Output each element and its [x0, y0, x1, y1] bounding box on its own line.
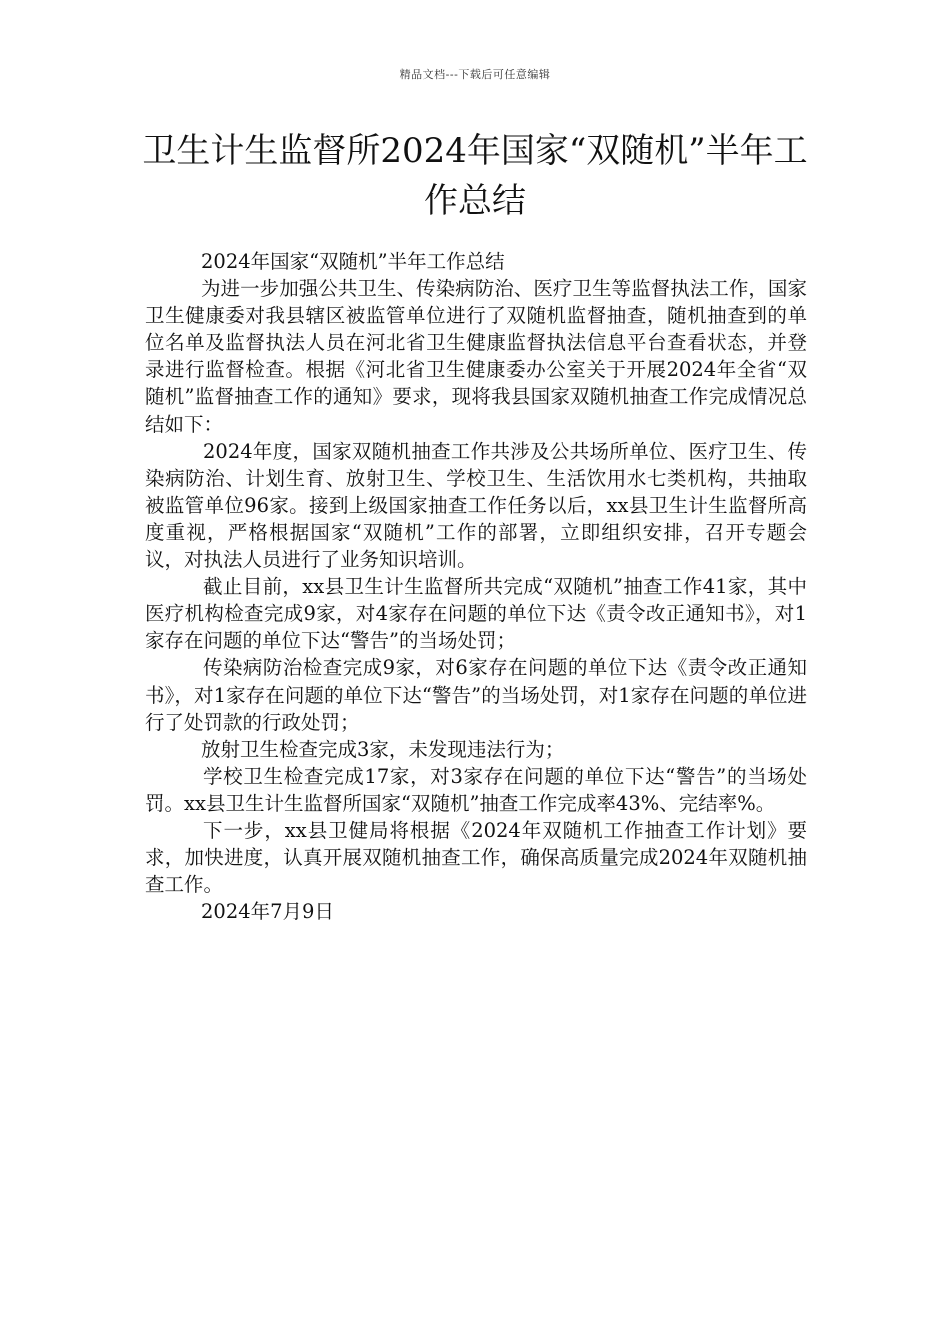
infectious-disease-paragraph: 传染病防治检查完成9家，对6家存在问题的单位下达《责令改正通知书》，对1家存在问题的单位下达“警告”的当场处罚，对1家存在问题的单位进行了处罚款的行政处罚；: [145, 656, 807, 734]
radiation-paragraph: 放射卫生检查完成3家，未发现违法行为；: [201, 737, 565, 761]
header-note: 精品文档---下载后可任意编辑: [399, 68, 551, 81]
progress-paragraph: 截止目前，xx县卫生计生监督所共完成“双随机”抽查工作41家，其中医疗机构检查完成9家，对4家存在问题的单位下达《责令改正通知书》，对1家存在问题的单位下达“警告”的当场处罚；: [145, 575, 807, 653]
intro-paragraph: 为进一步加强公共卫生、传染病防治、医疗卫生等监督执法工作，国家卫生健康委对我县辖区被监管单位进行了双随机监督抽查，随机抽查到的单位名单及监督执法人员在河北省卫生健康监督执法信息平台查看状态，并登录进行监督检查。根据《河北省卫生健康委办公室关于开展2024年全省“双随机”监督抽查工作的通知》要求，现将我县国家双随机抽查工作完成情况总结如下：: [145, 277, 807, 436]
school-hygiene-paragraph: 学校卫生检查完成17家，对3家存在问题的单位下达“警告”的当场处罚。xx县卫生计生监督所国家“双随机”抽查工作完成率43%、完结率%。: [145, 764, 807, 815]
document-body: [145, 248, 807, 925]
scope-paragraph: 2024年度，国家双随机抽查工作共涉及公共场所单位、医疗卫生、传染病防治、计划生育、放射卫生、学校卫生、生活饮用水七类机构，共抽取被监管单位96家。接到上级国家抽查工作任务以后，xx县卫生计生监督所高度重视，严格根据国家“双随机”工作的部署，立即组织安排，召开专题会议，对执法人员进行了业务知识培训。: [145, 439, 807, 572]
document-title: 卫生计生监督所2024年国家“双随机”半年工作总结: [142, 131, 808, 221]
next-steps-paragraph: 下一步，xx县卫健局将根据《2024年双随机工作抽查工作计划》要求，加快进度，认真开展双随机抽查工作，确保高质量完成2024年双随机抽查工作。: [145, 818, 807, 897]
subtitle-paragraph: 2024年国家“双随机”半年工作总结: [201, 250, 505, 273]
date-line: 2024年7月9日: [201, 900, 334, 924]
